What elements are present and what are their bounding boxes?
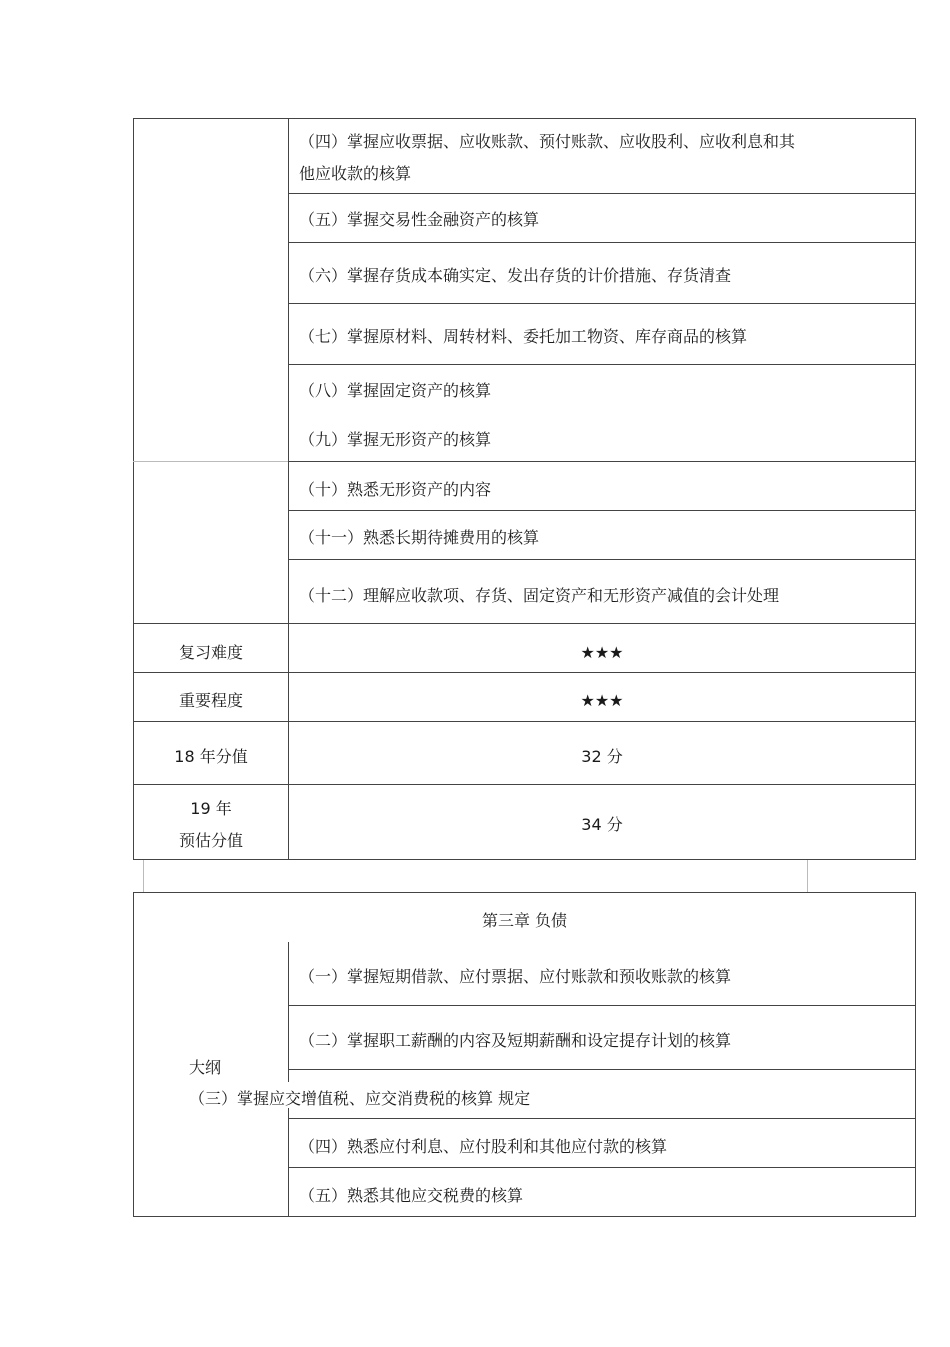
row-divider [133, 721, 916, 722]
row-divider [133, 784, 916, 785]
topic-text: （八）掌握固定资产的核算 [299, 381, 492, 400]
row-divider [133, 672, 916, 673]
topic-text: （六）掌握存货成本确实定、发出存货的计价措施、存货清查 [299, 266, 732, 285]
row-divider [288, 1167, 916, 1168]
difficulty-label: 复习难度 [178, 643, 243, 662]
score-2018-label: 18 年分值 [174, 747, 248, 766]
table-border-top [133, 118, 916, 119]
score-2018-value: 32 分 [581, 747, 623, 766]
topic-text: （九）掌握无形资产的核算 [299, 430, 492, 449]
table-border-bottom [133, 1216, 916, 1217]
score-2019-label: 19 年 [190, 799, 232, 818]
row-divider [288, 242, 916, 243]
row-divider [288, 559, 916, 560]
table-border-right [915, 118, 916, 860]
topic-text: 他应收款的核算 [299, 164, 412, 183]
topic-text: （四）掌握应收票据、应收账款、预付账款、应收股利、应收利息和其 [299, 132, 796, 151]
row-divider [288, 193, 916, 194]
row-divider [288, 510, 916, 511]
column-divider [288, 1108, 289, 1217]
table-border-left [133, 892, 134, 1217]
importance-rating: ★★★ [580, 691, 624, 710]
topic-text: （五）熟悉其他应交税费的核算 [299, 1186, 524, 1205]
row-divider [288, 461, 916, 462]
difficulty-rating: ★★★ [580, 643, 624, 662]
topic-text: （二）掌握职工薪酬的内容及短期薪酬和设定提存计划的核算 [299, 1031, 732, 1050]
topic-text: （三）掌握应交增值税、应交消费税的核算 规定 [189, 1089, 531, 1108]
row-divider [288, 364, 916, 365]
chapter-title: 第三章 负债 [481, 911, 568, 930]
table-border-top [133, 892, 916, 893]
score-2019-value: 34 分 [581, 815, 623, 834]
outline-label: 大纲 [189, 1058, 222, 1077]
topic-text: （四）熟悉应付利息、应付股利和其他应付款的核算 [299, 1137, 668, 1156]
table-border-bottom [133, 859, 916, 860]
connector-line [143, 860, 144, 892]
row-divider [288, 303, 916, 304]
row-divider [288, 1118, 916, 1119]
topic-text: （十二）理解应收款项、存货、固定资产和无形资产减值的会计处理 [299, 586, 780, 605]
row-divider [288, 1069, 916, 1070]
topic-text: （五）掌握交易性金融资产的核算 [299, 210, 540, 229]
topic-text: （一）掌握短期借款、应付票据、应付账款和预收账款的核算 [299, 967, 732, 986]
connector-line [807, 860, 808, 892]
topic-text: （七）掌握原材料、周转材料、委托加工物资、库存商品的核算 [299, 327, 748, 346]
row-divider-faint [133, 461, 288, 462]
topic-text: （十一）熟悉长期待摊费用的核算 [299, 528, 540, 547]
table-border-right [915, 892, 916, 1217]
topic-text: （十）熟悉无形资产的内容 [299, 480, 492, 499]
score-2019-label: 预估分值 [178, 831, 243, 850]
row-divider [133, 623, 916, 624]
column-divider [288, 942, 289, 1082]
importance-label: 重要程度 [178, 691, 243, 710]
row-divider [288, 1005, 916, 1006]
